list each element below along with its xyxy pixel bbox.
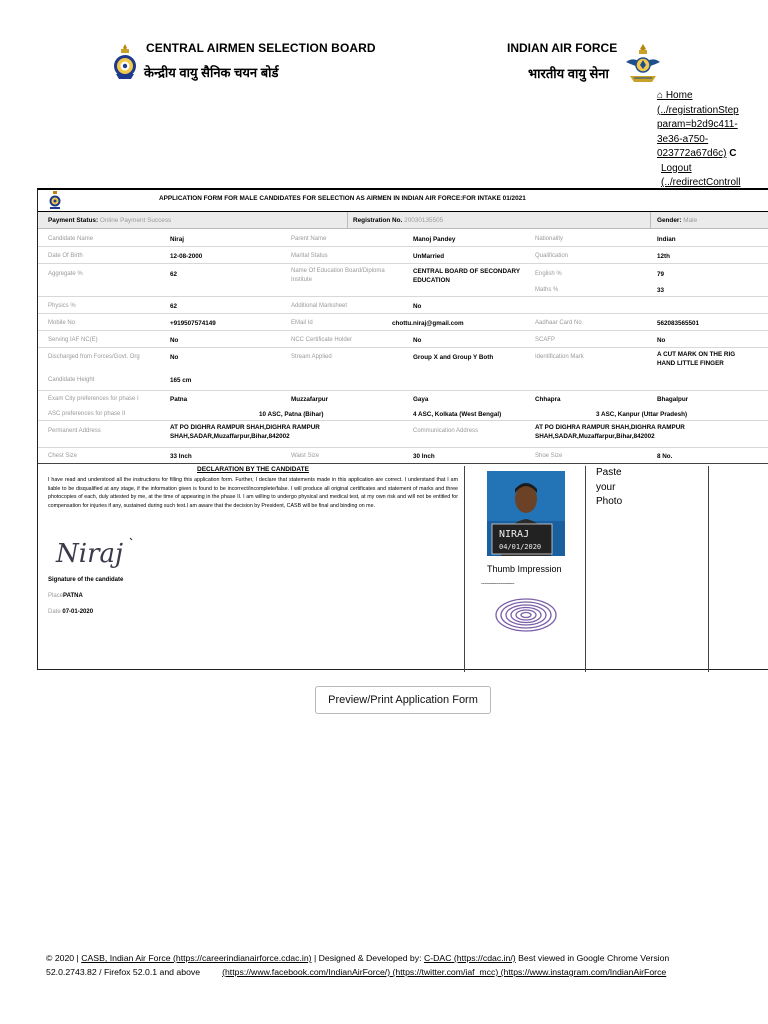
candidate-name-label: Candidate Name [48,236,94,242]
asc-3: 3 ASC, Kanpur (Uttar Pradesh) [596,411,688,418]
signature-label: Signature of the candidate [48,577,124,583]
candidate-photo [487,471,565,556]
table-row [38,448,768,464]
thumb-dotted-line: ............................... [481,580,515,586]
asc-1: 10 ASC, Patna (Bihar) [259,411,324,418]
place-value: PATNA [63,593,83,599]
table-row [38,391,768,407]
table-row [38,230,768,247]
form-emblem-icon [48,191,62,210]
board-title-english: CENTRAL AIRMEN SELECTION BOARD [146,41,376,55]
registration-value: 20030135505 [404,217,444,224]
exam-city-2: Muzzafarpur [291,396,329,403]
date-value: 07-01-2020 [62,609,94,615]
qualification-label: Qualification [535,253,569,259]
discharged-label: Discharged from Forces/Govt. Org [48,354,140,360]
permanent-address-label: Permanent Address [48,428,101,434]
parent-name-label: Parent Name [291,236,327,242]
home-link[interactable] [657,89,768,104]
photo-board-line2: 04/01/2020 [499,543,542,551]
board-value [413,267,520,285]
paste-line3: Photo [596,496,623,507]
height-label: Candidate Height [48,377,95,383]
communication-address-value [535,423,685,441]
id-mark-line2: HAND LITTLE FINGER [657,360,724,367]
exam-city-label: Exam City preferences for phase I [48,396,139,402]
serving-label: Serving IAF NC(E) [48,337,98,343]
id-mark-label: Identification Mark [535,354,584,360]
table-row [38,297,768,314]
table-row [38,247,768,264]
email-value: chottu.niraj@gmail.com [392,320,464,327]
footer-copyright: © 2020 | [46,953,79,963]
board-value-line2: EDUCATION [413,277,450,284]
payment-status-value: Online Payment Success [99,217,172,224]
id-mark-value [657,350,735,368]
home-link-url-3[interactable]: 3e36-a750- [657,133,709,145]
waist-value: 30 Inch [413,453,435,460]
board-label [291,267,385,285]
declaration-text: I have read and understood all the instructions for filling this application form. Further, I declare that statements made in this application are correct. I understand that I am liable to be disqualified at any stage, if the information given is found to be incorrect/incomplete/false. I will produce all original certificates and statement of marks and three photocopies of each, duly attested by me, at the time of appearing in the phase II. I am willing to undergo physical and medical test, at my own risk and will not be entitled for compensation for injuries if any, sustained during such test.I am aware that the decision by President, CASB will be final and binding on me. [48,477,458,509]
home-link-url-2[interactable]: param=b2d9c411- [657,119,738,130]
social-links[interactable]: (https://www.facebook.com/IndianAirForce/) (https://twitter.com/iaf_mcc) (https://www.instagram.com/IndianAirForce [222,967,667,977]
dob-value: 12-08-2000 [170,253,203,260]
marital-label: Marital Status [291,253,328,259]
gender-label: Gender: [657,217,682,224]
cdac-link[interactable]: C-DAC (https://cdac.in/) [423,953,516,963]
logout-link-url[interactable]: (../redirectControll [661,177,741,188]
table-row [38,331,768,348]
top-nav [657,89,768,191]
home-link-trailing: C [729,148,737,159]
table-row [38,407,768,421]
application-form [37,188,768,670]
casb-link[interactable]: CASB, Indian Air Force (https://careerindianairforce.cdac.in) [81,953,312,963]
paste-photo-text [596,466,656,510]
table-row [38,421,768,448]
parent-name-value: Manoj Pandey [413,236,456,243]
place-label: Place [48,593,64,599]
payment-bar [38,212,768,229]
ncc-label: NCC Certificate Holder [291,337,353,343]
place [48,593,83,599]
preview-print-button[interactable]: Preview/Print Application Form [315,686,491,714]
exam-city-3: Gaya [413,396,429,403]
board-value-line1: CENTRAL BOARD OF SECONDARY [413,268,521,275]
home-icon: ⌂ [657,90,664,101]
email-label: EMail Id [291,320,313,326]
communication-address-label: Communication Address [413,428,479,434]
aggregate-value: 62 [170,271,178,278]
english-value: 79 [657,271,665,278]
iaf-title-hindi: भारतीय वायु सेना [528,66,609,81]
iaf-title-english: INDIAN AIR FORCE [507,41,618,55]
exam-city-1: Patna [170,396,188,403]
nationality-value: Indian [657,236,676,243]
nationality-label: Nationality [535,236,564,242]
physics-value: 62 [170,303,178,310]
qualification-value: 12th [657,253,670,260]
shoe-label: Shoe Size [535,453,563,459]
date-label: Date [48,609,61,615]
thumb-impression-label: Thumb Impression [487,564,562,574]
permanent-address-value [170,423,320,441]
declaration-title: DECLARATION BY THE CANDIDATE [197,466,309,473]
additional-marksheet-label: Additional Marksheet [291,303,348,309]
dob-label: Date Of Birth [48,253,83,259]
marital-value: UnMarried [413,253,445,260]
maths-label: Maths % [535,287,559,293]
asc-label: ASC preferences for phase II [48,411,126,417]
height-value: 165 cm [170,377,192,384]
exam-city-5: Bhagalpur [657,396,689,403]
home-link-url-1[interactable]: (../registrationStep [657,104,739,116]
asc-2: 4 ASC, Kolkata (West Bengal) [413,411,502,418]
board-label-line2: Institute [291,277,313,283]
board-title-hindi: केन्द्रीय वायु सैनिक चयन बोर्ड [144,65,279,80]
footer-best-viewed: Best viewed in Google Chrome Version [518,953,670,963]
footer [46,951,768,979]
paste-photo-box [586,466,709,672]
maths-value: 33 [657,287,665,294]
stream-value: Group X and Group Y Both [413,354,494,361]
candidate-signature [52,530,140,574]
communication-address-line2: SHAH,SADAR,Muzaffarpur,Bihar,842002 [535,433,655,440]
shoe-value: 8 No. [657,453,673,460]
mobile-label: Mobile No [48,320,76,326]
ncc-value: No [413,337,422,344]
id-mark-line1: A CUT MARK ON THE RIG [657,351,736,358]
discharged-value: No [170,354,179,361]
board-label-line1: Name Of Education Board/Diploma [291,268,385,274]
thumbprint-icon [491,594,561,636]
photo-board-line1: NIRAJ [499,529,530,540]
scafp-value: No [657,337,666,344]
home-link-label: Home [665,90,693,101]
signature-text: Niraj [56,539,124,569]
exam-city-4: Chhapra [535,396,561,403]
aadhaar-label: Aadhaar Card No [535,320,582,326]
chest-label: Chest Size [48,453,78,459]
chest-value: 33 Inch [170,453,192,460]
serving-value: No [170,337,179,344]
table-row [38,348,768,391]
payment-status-label: Payment Status: [48,217,99,224]
gender-value: Male [683,217,698,224]
physics-label: Physics % [48,303,76,309]
paste-line2: your [596,481,616,493]
aadhaar-value: 562083565501 [657,320,700,327]
iaf-crest-icon [624,42,662,86]
date [48,609,93,615]
footer-designed: | Designed & Developed by: [313,953,422,963]
mobile-value: +919507574149 [170,320,216,327]
permanent-address-line1: AT PO DIGHRA RAMPUR SHAH,DIGHRA RAMPUR [170,424,320,431]
candidate-name-value: Niraj [170,236,184,243]
communication-address-line1: AT PO DIGHRA RAMPUR SHAH,DIGHRA RAMPUR [535,424,685,431]
casb-emblem-icon [112,42,138,82]
form-header [38,190,768,212]
scafp-label: SCAFP [535,337,556,343]
aggregate-label: Aggregate % [48,271,83,277]
photo-thumb-box [464,466,586,672]
stream-label: Stream Applied [291,354,332,360]
additional-marksheet-value: No [413,303,422,310]
form-title: APPLICATION FORM FOR MALE CANDIDATES FOR SELECTION AS AIRMEN IN INDIAN AIR FORCE:FOR INTAKE 01/2021 [159,195,526,202]
registration-label: Registration No. [353,217,403,224]
waist-label: Waist Size [291,453,320,459]
permanent-address-line2: SHAH,SADAR,Muzaffarpur,Bihar,842002 [170,433,290,440]
english-label: English % [535,271,562,277]
logout-link[interactable]: Logout [661,162,692,174]
paste-line1: Paste [596,467,622,478]
home-link-url-4[interactable]: 023772a67d6c) [657,148,727,159]
table-row [38,314,768,331]
footer-version: 52.0.2743.82 / Firefox 52.0.1 and above [46,967,201,977]
table-row [38,264,768,297]
